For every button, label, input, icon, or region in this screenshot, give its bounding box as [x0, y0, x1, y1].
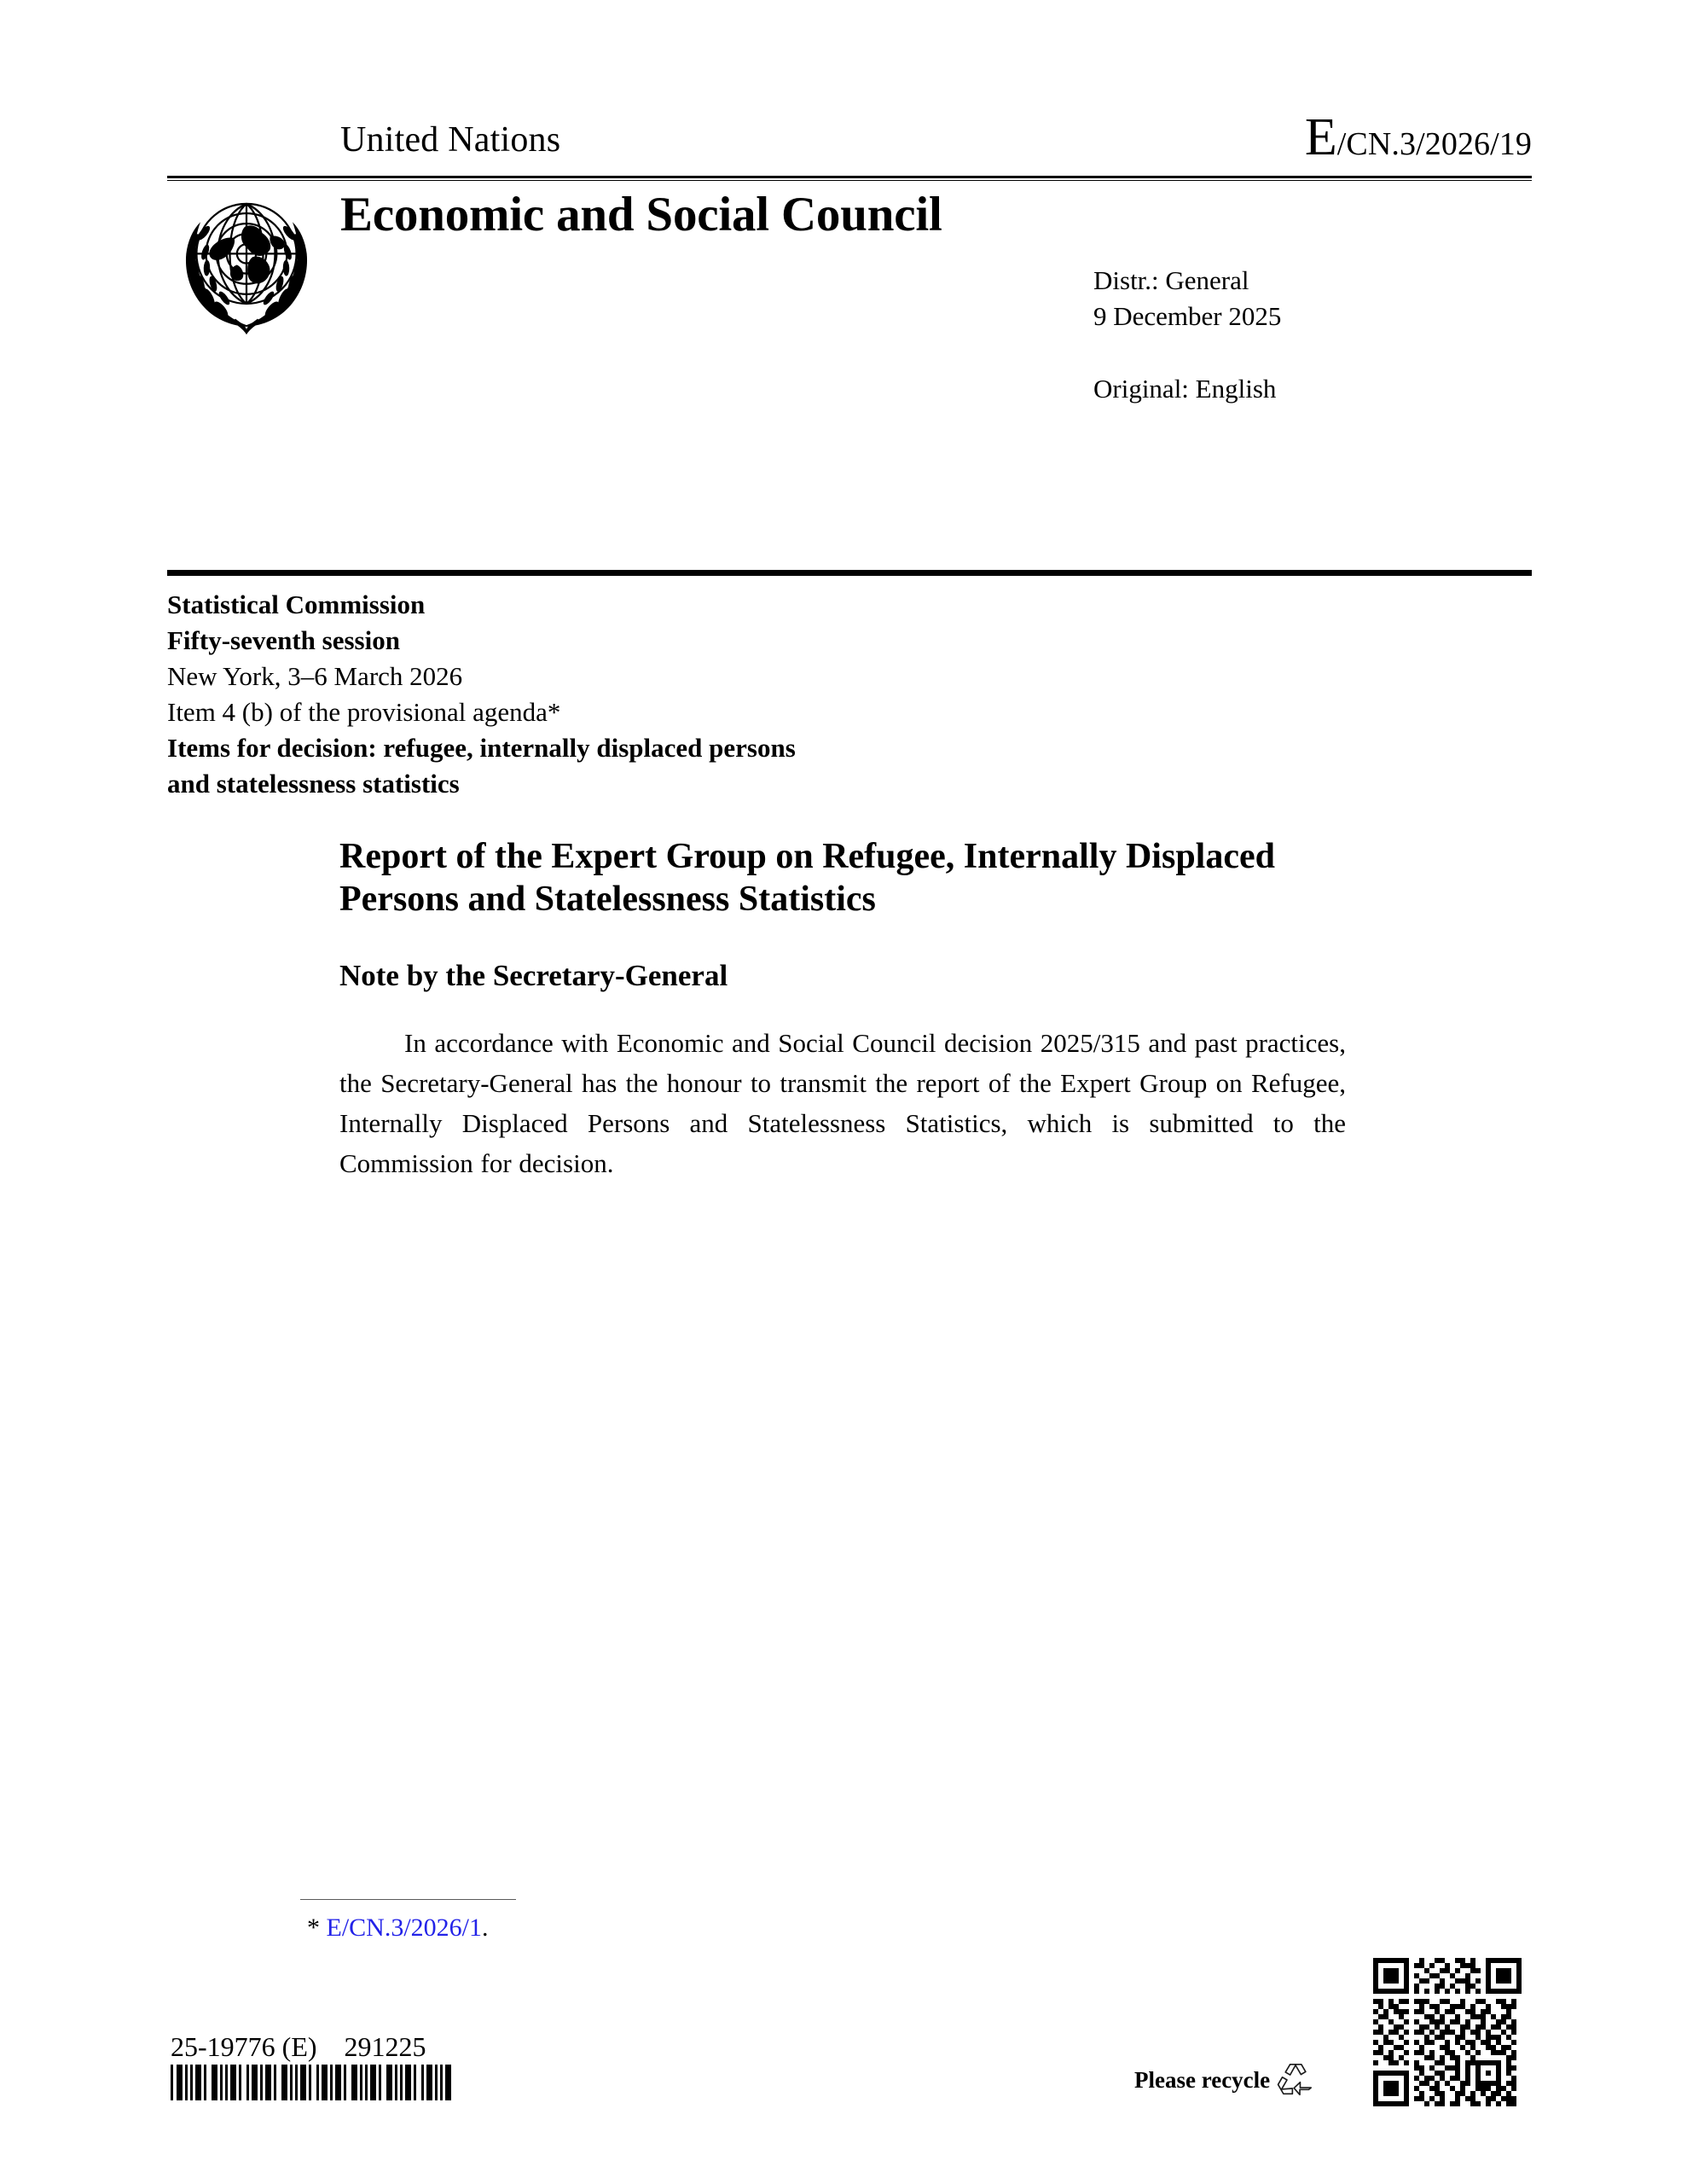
agenda-item: Item 4 (b) of the provisional agenda* — [167, 697, 561, 727]
session-top-rule — [167, 570, 1532, 576]
footnote-terminator: . — [482, 1914, 489, 1942]
note-by-heading: Note by the Secretary-General — [339, 959, 728, 993]
document-symbol — [1304, 108, 1532, 166]
organization-name: United Nations — [340, 120, 561, 160]
footnote-separator — [300, 1899, 516, 1900]
distribution-spacer — [1093, 334, 1281, 371]
agenda-heading-line1: Items for decision: refugee, internally displaced persons — [167, 733, 796, 763]
masthead-double-rule — [167, 176, 1532, 181]
commission-name: Statistical Commission — [167, 590, 426, 619]
session-location-dates: New York, 3–6 March 2026 — [167, 661, 463, 691]
organ-name: Economic and Social Council — [340, 188, 942, 241]
session-block — [167, 587, 1105, 802]
body-paragraph: In accordance with Economic and Social Council decision 2025/315 and past practices, the Secretary-General has the honour to transmit the report of the Expert Group on Refugee, Internally Displaced Persons and Statelessness Statistics, which is submitted to the Commission for decision. — [339, 1028, 1346, 1179]
masthead — [167, 108, 1532, 572]
rule-thin-line — [167, 180, 1532, 181]
recycle-icon — [1277, 2063, 1314, 2097]
agenda-heading-line2: and statelessness statistics — [167, 769, 460, 799]
un-emblem-icon — [167, 179, 326, 338]
document-symbol-prefix: E — [1304, 108, 1337, 166]
original-language: Original: English — [1093, 374, 1277, 404]
barcode — [171, 2065, 452, 2100]
document-date: 9 December 2025 — [1093, 300, 1282, 331]
footnote-marker: * — [307, 1914, 320, 1942]
recycle-notice — [1134, 2063, 1314, 2097]
page-title: Report of the Expert Group on Refugee, Internally Displaced Persons and Statelessness Statistics — [339, 837, 1275, 919]
recycle-label: Please recycle — [1134, 2066, 1271, 2093]
footnote — [307, 1911, 489, 1944]
job-number: 25-19776 (E) 291225 — [171, 2031, 426, 2062]
distribution-label: Distr.: General — [1093, 265, 1249, 295]
document-symbol-suffix: /CN.3/2026/19 — [1336, 126, 1532, 162]
footnote-link[interactable]: E/CN.3/2026/1 — [326, 1914, 483, 1942]
rule-thick-line — [167, 176, 1532, 178]
session-number: Fifty-seventh session — [167, 625, 400, 655]
main-content — [339, 836, 1346, 1184]
distribution-block — [1093, 263, 1281, 407]
qr-code[interactable] — [1373, 1958, 1522, 2106]
